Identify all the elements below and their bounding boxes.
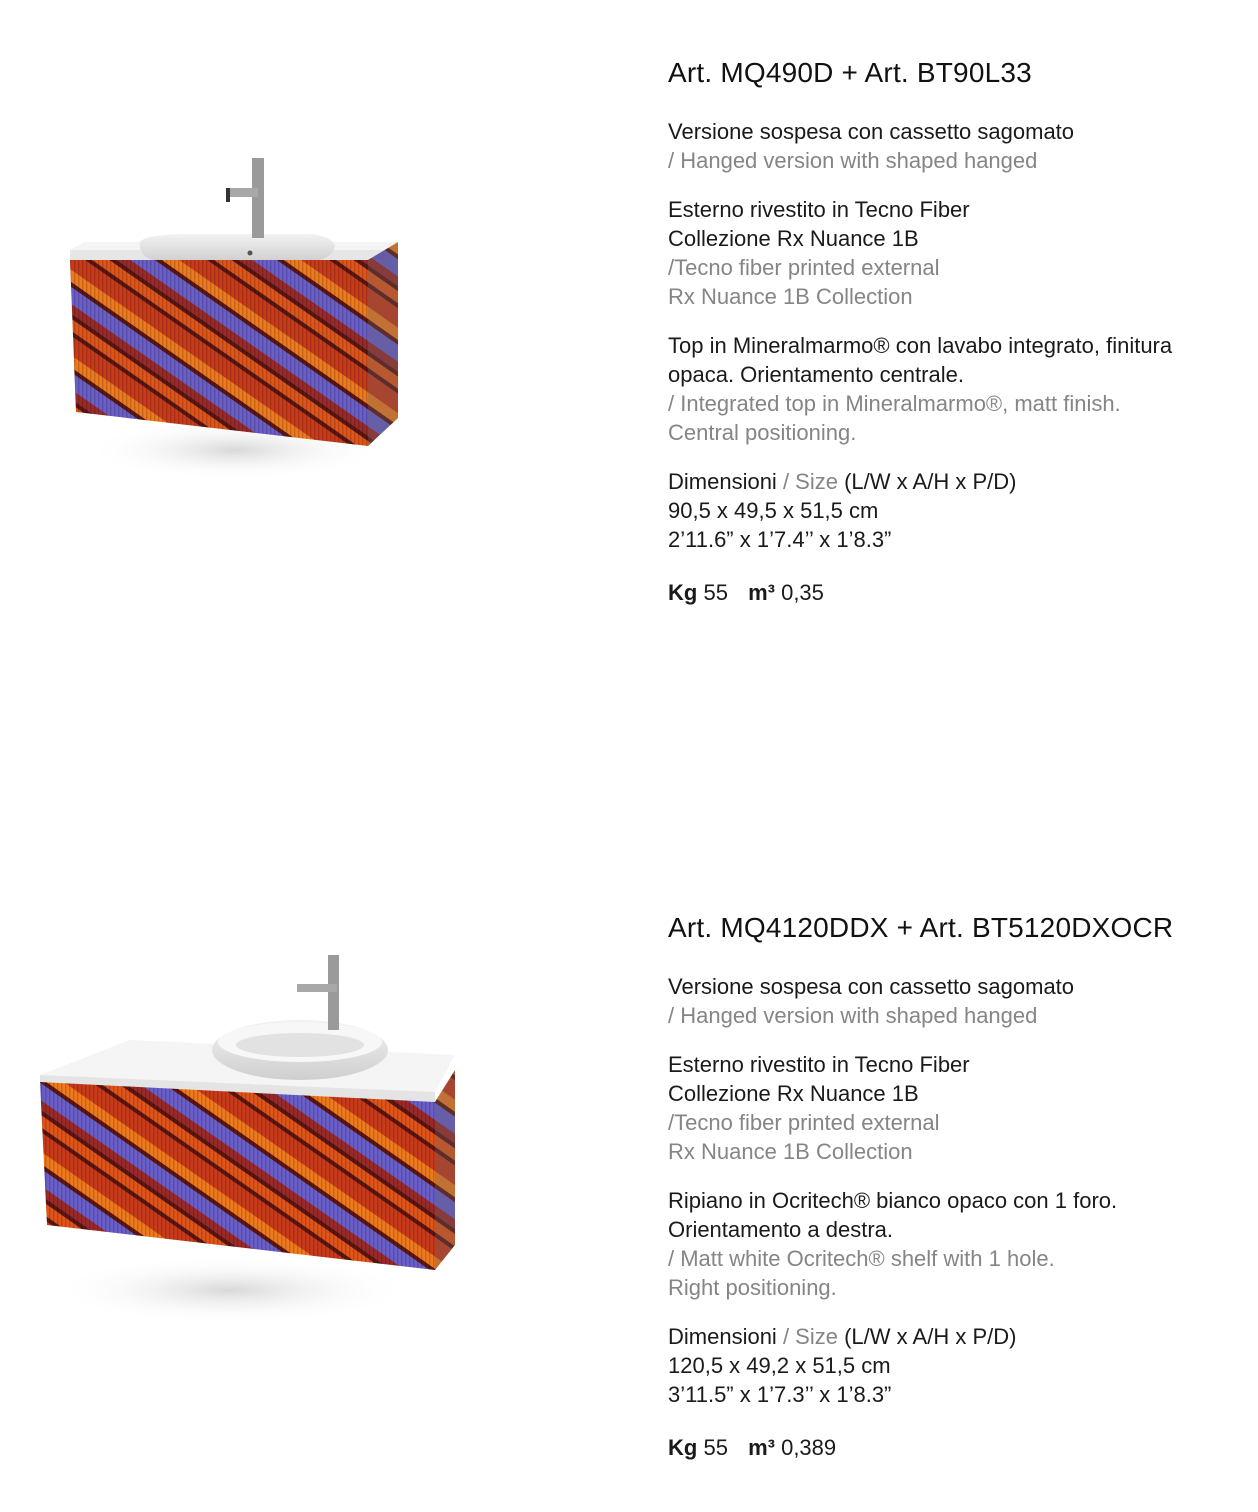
kg-value: 55 bbox=[703, 580, 728, 605]
top-it-2: Orientamento a destra. bbox=[668, 1217, 894, 1242]
size-label: / Size bbox=[782, 1324, 838, 1349]
kg-label: Kg bbox=[668, 580, 698, 605]
dimensions-in: 2’11.6” x 1’7.4’’ x 1’8.3” bbox=[668, 527, 892, 552]
kg-label: Kg bbox=[668, 1435, 698, 1460]
top-en-2: Central positioning. bbox=[668, 420, 857, 445]
kg-value: 55 bbox=[703, 1435, 728, 1460]
product-title: Art. MQ490D + Art. BT90L33 bbox=[668, 57, 1032, 88]
version-it: Versione sospesa con cassetto sagomato bbox=[668, 119, 1075, 144]
version-en: / Hanged version with shaped hanged bbox=[668, 1003, 1038, 1028]
top-it-1: Top in Mineralmarmo® con lavabo integrato, finitura bbox=[668, 333, 1173, 358]
m3-value: 0,35 bbox=[781, 580, 824, 605]
dimensions-cm: 90,5 x 49,5 x 51,5 cm bbox=[668, 498, 879, 523]
top-it-1: Ripiano in Ocritech® bianco opaco con 1 foro. bbox=[668, 1188, 1118, 1213]
top-block bbox=[668, 331, 1253, 447]
m3-label: m³ bbox=[748, 1435, 775, 1460]
version-block bbox=[668, 972, 1253, 1030]
dimensions-label: Dimensioni bbox=[668, 1324, 777, 1349]
product-2 bbox=[0, 855, 1258, 1512]
product-1-text bbox=[668, 55, 1253, 607]
top-it-2: opaca. Orientamento centrale. bbox=[668, 362, 964, 387]
top-en-1: / Matt white Ocritech® shelf with 1 hole. bbox=[668, 1246, 1055, 1271]
vanity-vessel-basin-icon bbox=[25, 950, 455, 1330]
m3-label: m³ bbox=[748, 580, 775, 605]
top-block bbox=[668, 1186, 1253, 1302]
exterior-block bbox=[668, 195, 1253, 311]
version-en: / Hanged version with shaped hanged bbox=[668, 148, 1038, 173]
dimensions-in: 3’11.5” x 1’7.3’’ x 1’8.3” bbox=[668, 1382, 892, 1407]
top-en-1: / Integrated top in Mineralmarmo®, matt finish. bbox=[668, 391, 1121, 416]
exterior-it-1: Esterno rivestito in Tecno Fiber bbox=[668, 197, 970, 222]
exterior-it-1: Esterno rivestito in Tecno Fiber bbox=[668, 1052, 970, 1077]
weight-volume bbox=[668, 1433, 1253, 1462]
dimensions-block bbox=[668, 1322, 1253, 1409]
dimensions-label: Dimensioni bbox=[668, 469, 777, 494]
exterior-en-1: /Tecno fiber printed external bbox=[668, 1110, 940, 1135]
exterior-en-1: /Tecno fiber printed external bbox=[668, 255, 940, 280]
version-it: Versione sospesa con cassetto sagomato bbox=[668, 974, 1075, 999]
weight-volume bbox=[668, 578, 1253, 607]
dimensions-block bbox=[668, 467, 1253, 554]
dimensions-cm: 120,5 x 49,2 x 51,5 cm bbox=[668, 1353, 891, 1378]
version-block bbox=[668, 117, 1253, 175]
product-title: Art. MQ4120DDX + Art. BT5120DXOCR bbox=[668, 912, 1174, 943]
size-label: / Size bbox=[782, 469, 838, 494]
m3-value: 0,389 bbox=[781, 1435, 837, 1460]
exterior-en-2: Rx Nuance 1B Collection bbox=[668, 284, 913, 309]
exterior-it-2: Collezione Rx Nuance 1B bbox=[668, 1081, 919, 1106]
exterior-en-2: Rx Nuance 1B Collection bbox=[668, 1139, 913, 1164]
dimensions-axes: (L/W x A/H x P/D) bbox=[844, 469, 1017, 494]
exterior-it-2: Collezione Rx Nuance 1B bbox=[668, 226, 919, 251]
product-2-text bbox=[668, 910, 1253, 1462]
dimensions-heading bbox=[668, 1322, 1253, 1351]
dimensions-axes: (L/W x A/H x P/D) bbox=[844, 1324, 1017, 1349]
vanity-integrated-basin-icon bbox=[50, 150, 420, 490]
dimensions-heading bbox=[668, 467, 1253, 496]
exterior-block bbox=[668, 1050, 1253, 1166]
top-en-2: Right positioning. bbox=[668, 1275, 837, 1300]
